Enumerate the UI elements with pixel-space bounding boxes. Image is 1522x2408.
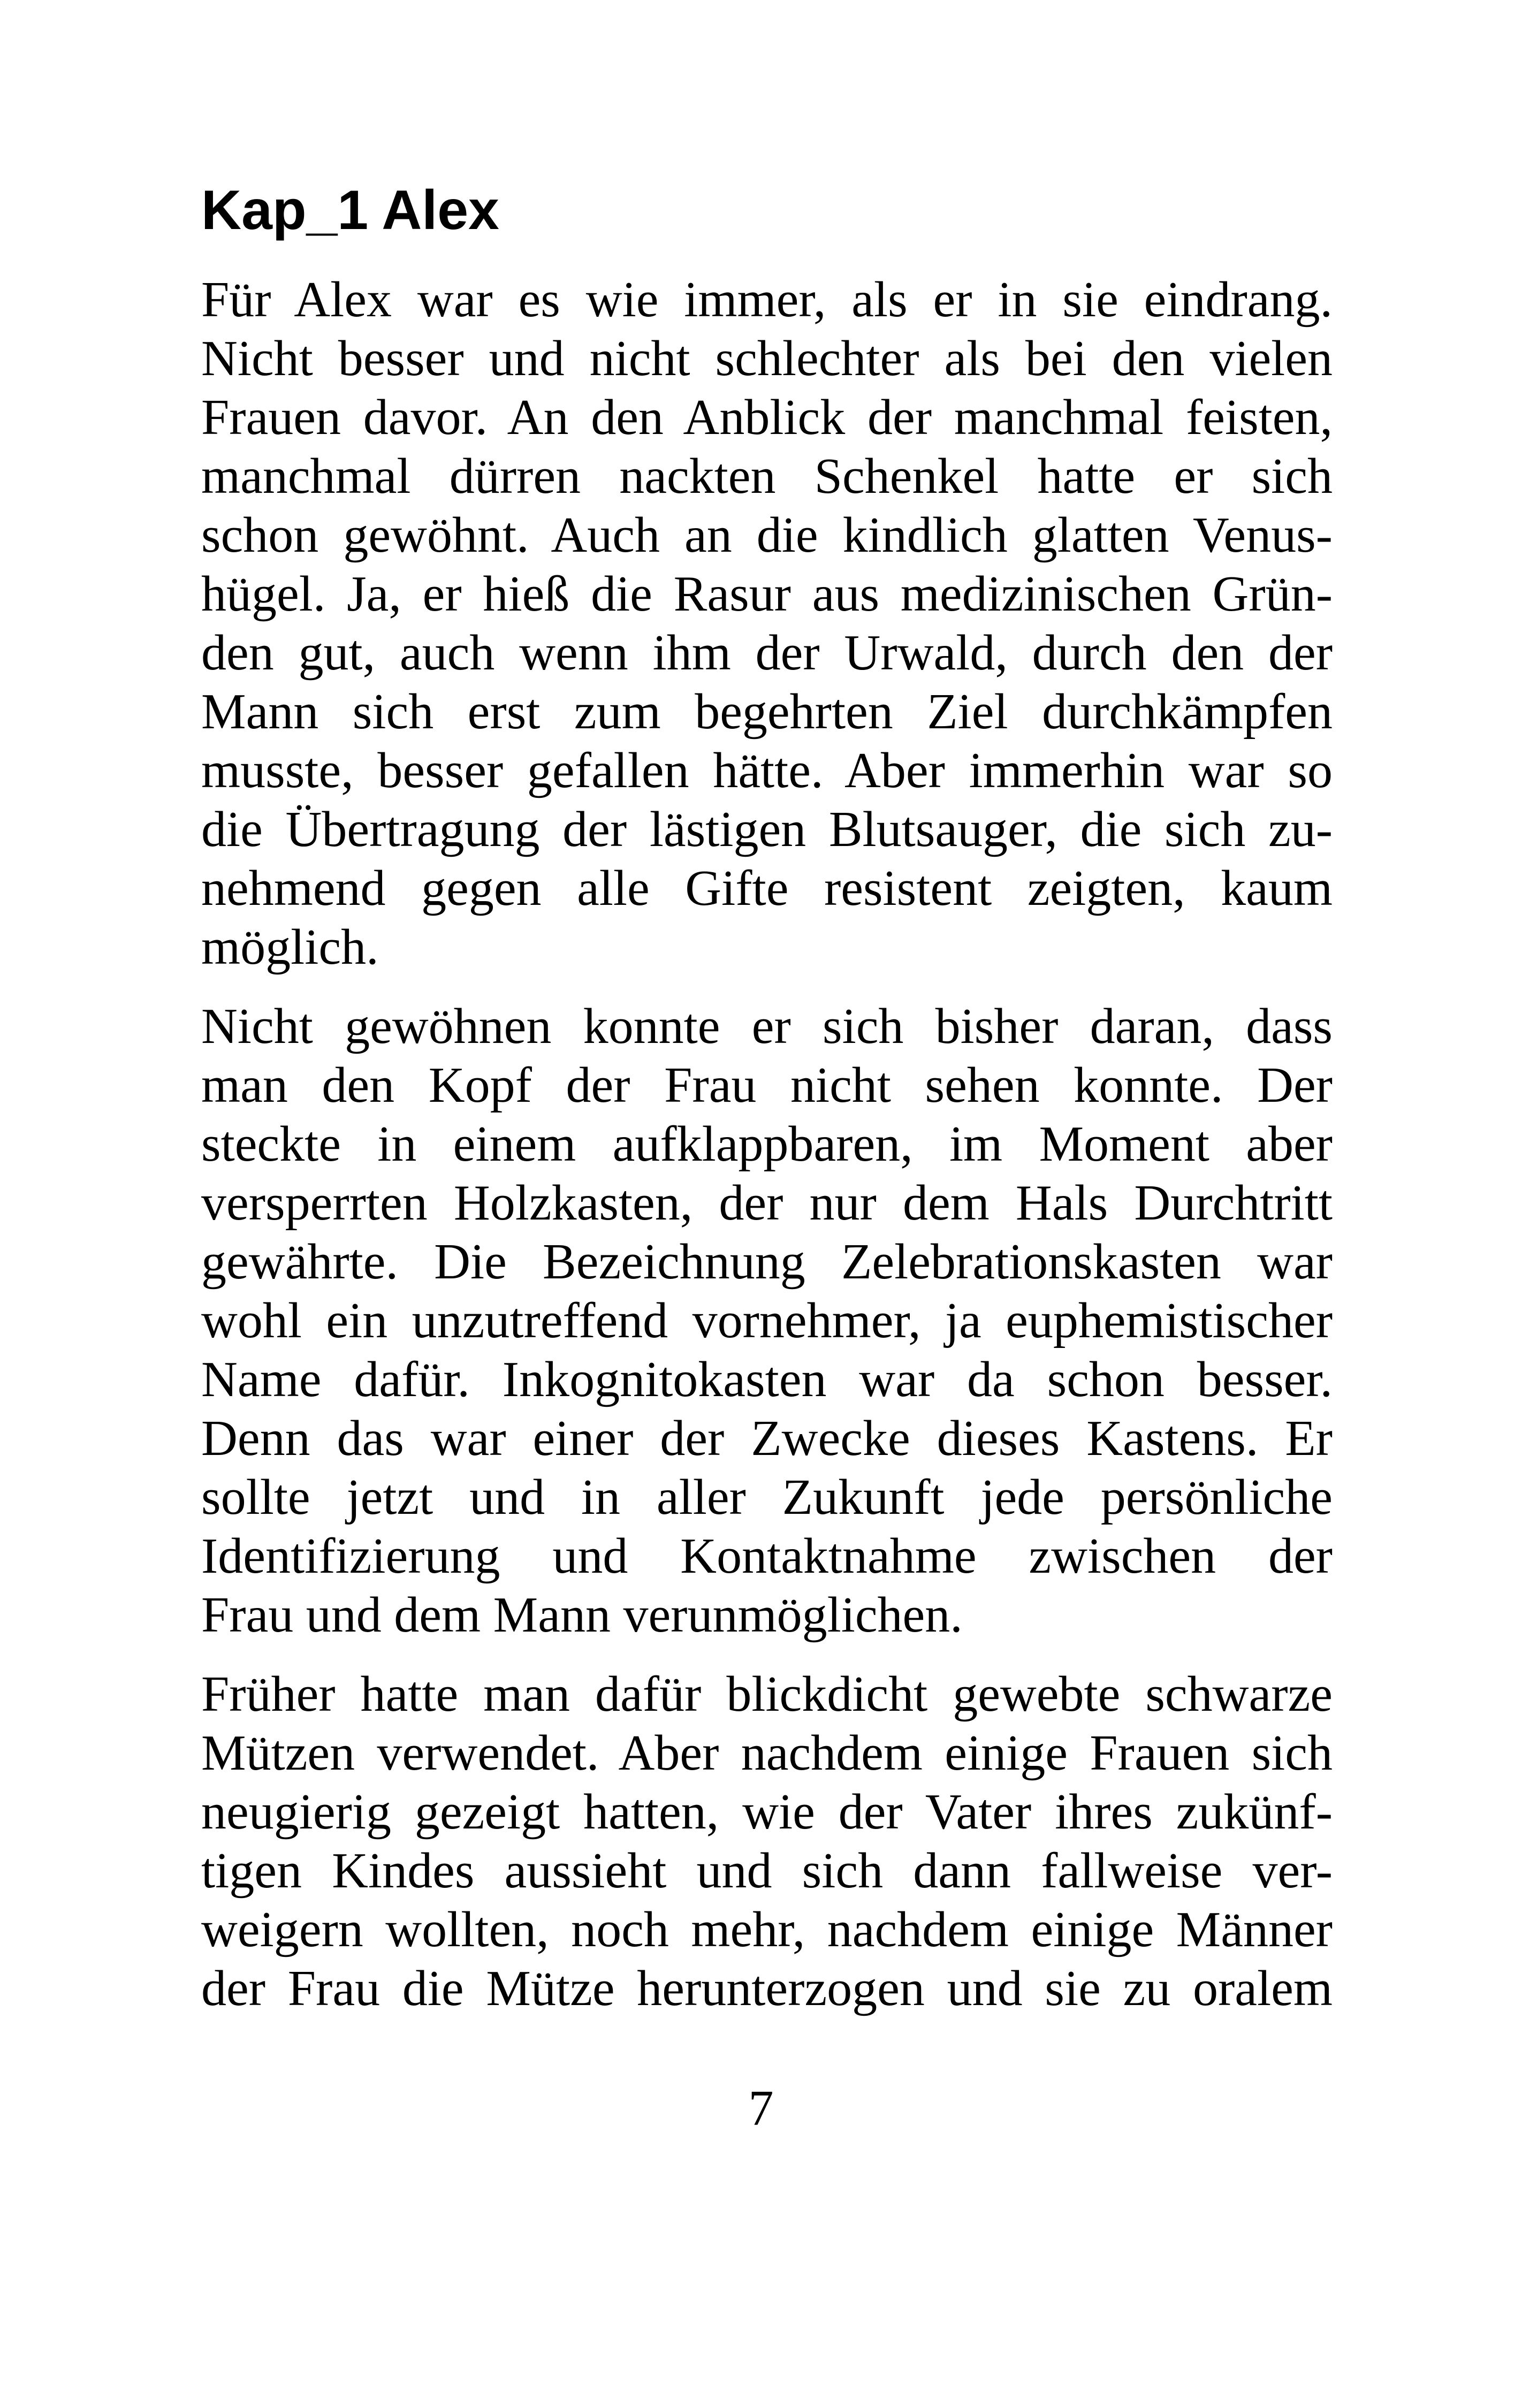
page-number: 7: [748, 2081, 774, 2136]
text-line: Nicht gewöhnen konnte er sich bisher daran, dass: [201, 999, 1333, 1054]
text-line: Denn das war einer der Zwecke dieses Kastens. Er: [201, 1411, 1333, 1466]
text-line: Früher hatte man dafür blickdicht gewebte schwarze: [201, 1666, 1333, 1722]
text-line: Mann sich erst zum begehrten Ziel durchkämpfen: [201, 684, 1333, 740]
text-line: nehmend gegen alle Gifte resistent zeigten, kaum: [201, 860, 1333, 916]
text-line: manchmal dürren nackten Schenkel hatte er sich: [201, 448, 1333, 504]
text-line: hügel. Ja, er hieß die Rasur aus medizinischen Grün-: [201, 566, 1333, 622]
text-line: neugierig gezeigt hatten, wie der Vater ihres zukünf-: [201, 1784, 1333, 1840]
text-line: möglich.: [201, 919, 379, 975]
text-line: schon gewöhnt. Auch an die kindlich glatten Venus-: [201, 507, 1333, 563]
text-line: Mützen verwendet. Aber nachdem einige Frauen sich: [201, 1725, 1333, 1781]
body-text: [201, 270, 1333, 2018]
text-line: Frauen davor. An den Anblick der manchmal feisten,: [201, 390, 1333, 445]
text-line: Identifizierung und Kontaktnahme zwischen der: [201, 1528, 1333, 1584]
text-line: musste, besser gefallen hätte. Aber immerhin war so: [201, 743, 1333, 798]
text-line: Frau und dem Mann verunmöglichen.: [201, 1587, 963, 1643]
text-line: der Frau die Mütze herunterzogen und sie zu oralem: [201, 1961, 1333, 2016]
text-line: man den Kopf der Frau nicht sehen konnte. Der: [201, 1057, 1333, 1113]
chapter-title: Kap_1 Alex: [201, 179, 499, 241]
text-line: sollte jetzt und in aller Zukunft jede persönliche: [201, 1469, 1333, 1525]
paragraph-1: [201, 270, 1333, 977]
paragraph-3: [201, 1665, 1333, 2018]
text-line: wohl ein unzutreffend vornehmer, ja euphemistischer: [201, 1293, 1333, 1348]
text-line: weigern wollten, noch mehr, nachdem einige Männer: [201, 1902, 1333, 1957]
text-line: Name dafür. Inkognitokasten war da schon besser.: [201, 1352, 1333, 1407]
text-line: gewährte. Die Bezeichnung Zelebrationskasten war: [201, 1234, 1333, 1290]
text-line: den gut, auch wenn ihm der Urwald, durch den der: [201, 625, 1333, 681]
text-line: Für Alex war es wie immer, als er in sie eindrang.: [201, 272, 1333, 327]
paragraph-2: [201, 997, 1333, 1644]
text-line: die Übertragung der lästigen Blutsauger, die sich zu-: [201, 802, 1333, 857]
text-line: Nicht besser und nicht schlechter als bei den vielen: [201, 331, 1333, 386]
text-line: versperrten Holzkasten, der nur dem Hals Durchtritt: [201, 1175, 1333, 1231]
text-line: steckte in einem aufklappbaren, im Moment aber: [201, 1116, 1333, 1172]
text-line: tigen Kindes aussieht und sich dann fallweise ver-: [201, 1843, 1333, 1899]
